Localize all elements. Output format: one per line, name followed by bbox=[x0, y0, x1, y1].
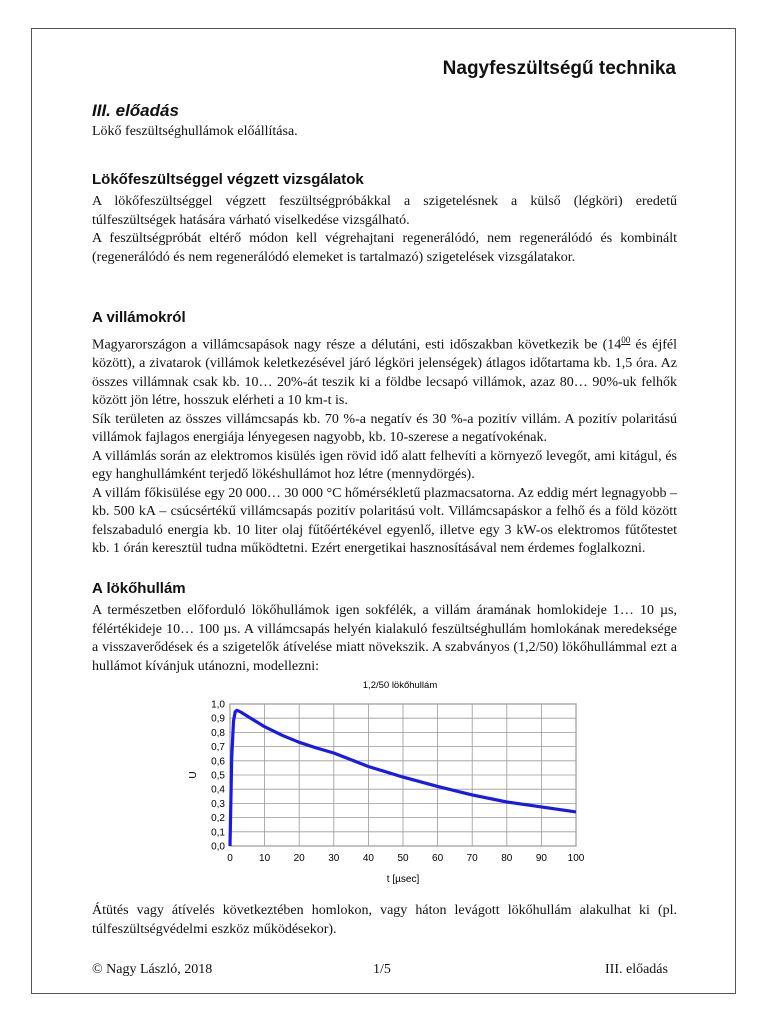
paragraph: A feszültségpróbát eltérő módon kell végrehajtani regenerálódó, nem regenerálódó és kombinált (regenerálódó és nem regenerálódó elemeket is tartalmazó) szigetelések vizsgálatakor. bbox=[92, 231, 677, 265]
y-tick-label: 0,2 bbox=[211, 813, 225, 825]
x-tick-label: 10 bbox=[259, 853, 271, 864]
y-axis-ticks bbox=[211, 700, 225, 853]
paragraph: A villámlás során az elektromos kisülés igen rövid idő alatt felhevíti a környező levegőt, ami kitágul, és egy hanghullámként terjedő lökéshullámot hoz létre (mennydörgés). bbox=[92, 448, 677, 483]
footer-author: © Nagy László, 2018 bbox=[92, 962, 213, 977]
document-title: Nagyfeszültségű technika bbox=[442, 58, 676, 79]
paragraph: Átütés vagy átívelés következtében homlokon, vagy háton levágott lökőhullám alakulhat ki (pl. túlfeszültségvédelmi eszköz működésekor). bbox=[92, 903, 677, 937]
impulse-wave-chart bbox=[190, 672, 590, 890]
paragraph: A villám főkisülése egy 20 000… 30 000 °C hőmérsékletű plazmacsatorna. Az eddig mért legnagyobb – kb. 500 kA – csúcsértékű villámcsapás pozitív polaritású volt. Villámcsapáskor a felhő és a föld között felszabaduló energia kb. 10 liter olaj fűtőértékével egyenlő, illetve egy 3 kW-os elektromos fűtőtestet kb. 1 órán keresztül tudna működtetni. Ezért energetikai hasznosításával nem érdemes foglalkozni. bbox=[92, 485, 677, 557]
paragraph bbox=[92, 331, 677, 411]
text-span: Magyarországon a villámcsapások nagy része a délutáni, esti időszakban következik be (14 bbox=[92, 337, 622, 353]
y-axis-label: U bbox=[188, 771, 199, 779]
x-tick-label: 100 bbox=[567, 853, 585, 864]
section-heading-lightning: A villámokról bbox=[92, 309, 186, 326]
y-tick-label: 0,1 bbox=[211, 827, 225, 839]
lecture-title: III. előadás bbox=[92, 101, 179, 120]
section-impulse-outro bbox=[92, 902, 677, 939]
text-span: és éjfél között), a zivatarok (villámok keletkezésével járó légköri jelenségek) átlagos időtartama kb. 1,5 óra. Az összes villámnak csak kb. 10… 20%-át teszik ki a földbe lecsapó villámok, azaz 80… 90%-uk felhők között jön létre, hosszuk elérheti a 10 km-t is. bbox=[92, 337, 677, 409]
paragraph: A lökőfeszültséggel végzett feszültségpróbákkal a szigetelésnek a külső (légköri) eredetű túlfeszültségek hatására várható viselkedése vizsgálható. bbox=[92, 194, 677, 228]
y-tick-label: 0,8 bbox=[211, 727, 225, 739]
x-axis-ticks bbox=[227, 853, 585, 864]
y-tick-label: 0,4 bbox=[211, 784, 225, 796]
x-tick-label: 30 bbox=[328, 853, 340, 864]
x-tick-label: 70 bbox=[466, 853, 478, 864]
section-heading-impulse: A lökőhullám bbox=[92, 580, 186, 597]
x-tick-label: 60 bbox=[432, 853, 444, 864]
chart-title: 1,2/50 lökőhullám bbox=[362, 680, 438, 691]
y-tick-label: 0,6 bbox=[211, 756, 225, 768]
section-lightning-body bbox=[92, 331, 677, 559]
section-heading-tests: Lökőfeszültséggel végzett vizsgálatok bbox=[92, 171, 364, 188]
y-tick-label: 0,3 bbox=[211, 798, 225, 810]
lecture-subtitle: Lökő feszültséghullámok előállítása. bbox=[92, 124, 298, 139]
x-tick-label: 80 bbox=[501, 853, 513, 864]
y-tick-label: 0,5 bbox=[211, 770, 225, 782]
paragraph: A természetben előforduló lökőhullámok igen sokfélék, a villám áramának homlokideje 1… 10 µs, félértékideje 10… 100 µs. A villámcsapás helyén kialakuló feszültséghullám homlokának meredeksége a visszaverődések és a szigetelők átívelése miatt növekszik. A szabványos (1,2/50) lökőhullámmal ezt a hullámot kívánjuk utánozni, modellezni: bbox=[92, 603, 677, 674]
x-tick-label: 90 bbox=[535, 853, 547, 864]
x-tick-label: 40 bbox=[362, 853, 374, 864]
paragraph: Sík területen az összes villámcsapás kb. 70 %-a negatív és 30 %-a pozitív villám. A pozitív polaritású villámok fajlagos energiája lényegesen nagyobb, kb. 10-szerese a negatívokénak. bbox=[92, 411, 677, 446]
y-tick-label: 0,9 bbox=[211, 713, 225, 725]
y-tick-label: 1,0 bbox=[211, 699, 225, 711]
section-tests-body bbox=[92, 193, 677, 267]
x-tick-label: 50 bbox=[397, 853, 409, 864]
superscript: 00 bbox=[621, 335, 631, 345]
chart-grid bbox=[230, 704, 576, 846]
x-tick-label: 20 bbox=[293, 853, 305, 864]
section-impulse-intro bbox=[92, 602, 677, 676]
footer-page-number: 1/5 bbox=[373, 962, 391, 977]
x-tick-label: 0 bbox=[227, 853, 233, 864]
y-tick-label: 0,0 bbox=[211, 841, 225, 853]
x-axis-label: t [µsec] bbox=[386, 874, 420, 885]
footer-lecture: III. előadás bbox=[605, 962, 668, 977]
y-tick-label: 0,7 bbox=[211, 742, 225, 754]
